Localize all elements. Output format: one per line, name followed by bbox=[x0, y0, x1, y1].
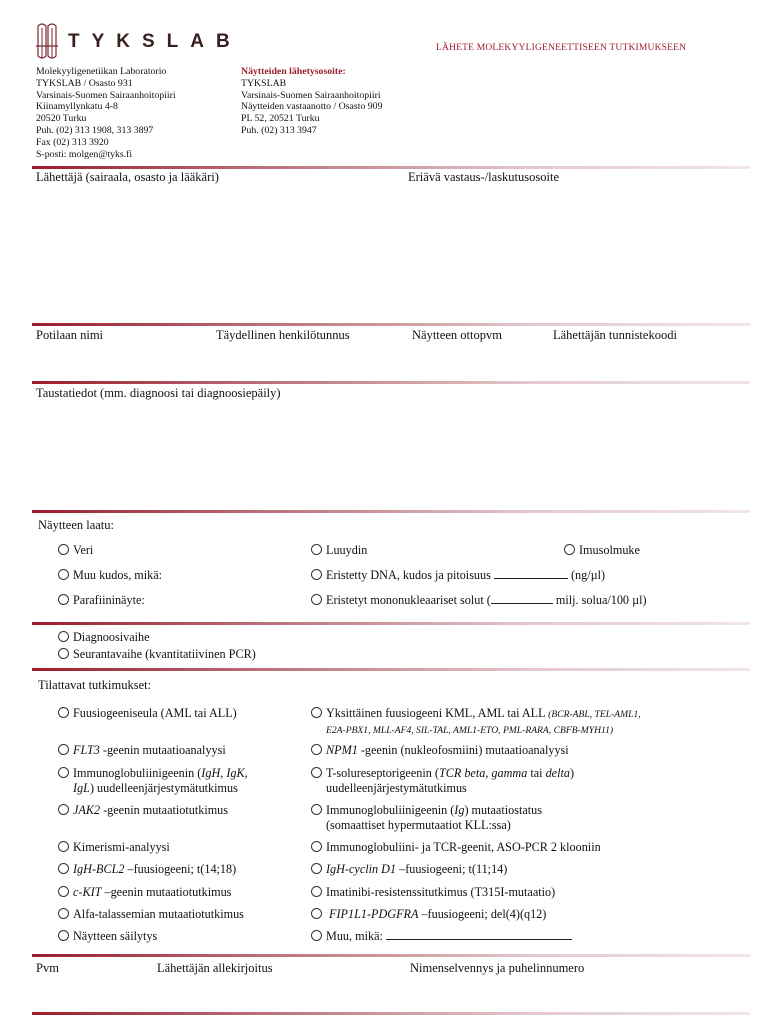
option-label: Eristetyt mononukleaariset solut ( bbox=[326, 593, 491, 607]
test-igh-cyclin-d1[interactable] bbox=[311, 862, 507, 877]
patient-fields[interactable] bbox=[34, 346, 750, 380]
logo-mark-icon bbox=[34, 22, 60, 62]
lab-address-line: 20520 Turku bbox=[36, 113, 87, 125]
test-single-fusion[interactable] bbox=[311, 706, 641, 738]
option-label: -geenin (nukleofosmiini) mutaatioanalyysi bbox=[357, 743, 569, 757]
option-label-block bbox=[73, 885, 231, 900]
option-label: Muu, mikä: bbox=[326, 929, 383, 943]
radio-icon[interactable] bbox=[311, 804, 322, 815]
gene-name: FIP1L1-PDGFRA bbox=[329, 907, 419, 921]
option-label: –geenin mutaatiotutkimus bbox=[101, 885, 232, 899]
dna-concentration-field[interactable] bbox=[494, 568, 568, 579]
radio-icon[interactable] bbox=[311, 744, 322, 755]
sample-address-line: Puh. (02) 313 3947 bbox=[241, 124, 317, 136]
radio-icon[interactable] bbox=[58, 908, 69, 919]
option-note: E2A-PBX1, MLL-AF4, SIL-TAL, AML1-ETO, PML-RARA, CBFB-MYH11) bbox=[326, 725, 614, 736]
option-label: Eristetty DNA, kudos ja pitoisuus bbox=[326, 568, 491, 582]
divider bbox=[32, 510, 750, 513]
divider bbox=[32, 622, 750, 625]
option-label: -geenin mutaatioanalyysi bbox=[99, 743, 226, 757]
radio-icon[interactable] bbox=[58, 648, 69, 659]
test-other[interactable] bbox=[311, 929, 572, 944]
option-label: Näytteen säilytys bbox=[73, 929, 158, 943]
lab-address-line: Kiinamyllynkatu 4-8 bbox=[36, 101, 118, 113]
option-label: –fuusiogeeni; del(4)(q12) bbox=[418, 907, 547, 921]
option-label: Luuydin bbox=[326, 543, 368, 557]
alt-address-field[interactable] bbox=[406, 188, 750, 322]
lab-address bbox=[36, 66, 176, 160]
lab-address-line: Varsinais-Suomen Sairaanhoitopiiri bbox=[36, 89, 176, 101]
divider bbox=[32, 954, 750, 957]
option-label: Seurantavaihe (kvantitatiivinen PCR) bbox=[73, 647, 256, 661]
radio-icon[interactable] bbox=[58, 930, 69, 941]
radio-icon[interactable] bbox=[58, 631, 69, 642]
test-tcr-rearrangement[interactable] bbox=[311, 766, 574, 796]
tykslab-logo bbox=[34, 22, 60, 62]
sender-field[interactable] bbox=[34, 188, 394, 322]
option-mononuclear[interactable] bbox=[311, 593, 647, 608]
divider bbox=[32, 1012, 750, 1015]
background-field[interactable] bbox=[34, 404, 750, 508]
option-label-block bbox=[326, 803, 542, 833]
sample-address-line: Näytteiden vastaanotto / Osasto 909 bbox=[241, 101, 383, 113]
sender-code-label: Lähettäjän tunnistekoodi bbox=[553, 328, 677, 342]
radio-icon[interactable] bbox=[564, 544, 575, 555]
test-ig-mutation-status[interactable] bbox=[311, 803, 542, 833]
option-label: Imusolmuke bbox=[579, 543, 640, 557]
radio-icon[interactable] bbox=[311, 886, 322, 897]
option-label: uudelleenjärjestymätutkimus bbox=[326, 781, 467, 795]
test-fusion-screen[interactable] bbox=[58, 706, 237, 721]
date-label: Pvm bbox=[36, 961, 59, 975]
option-label-block bbox=[73, 803, 228, 818]
radio-icon[interactable] bbox=[58, 707, 69, 718]
option-label: ) uudelleenjärjestymätutkimus bbox=[89, 781, 238, 795]
radio-icon[interactable] bbox=[311, 707, 322, 718]
radio-icon[interactable] bbox=[311, 569, 322, 580]
option-label: ) bbox=[569, 766, 575, 780]
test-fip1l1-pdgfra[interactable] bbox=[311, 907, 546, 922]
radio-icon[interactable] bbox=[58, 744, 69, 755]
radio-icon[interactable] bbox=[58, 863, 69, 874]
option-label: Parafiininäyte: bbox=[73, 593, 145, 607]
other-test-field[interactable] bbox=[386, 929, 572, 940]
option-label: -geenin mutaatiotutkimus bbox=[100, 803, 229, 817]
divider bbox=[32, 323, 750, 326]
divider bbox=[32, 668, 750, 671]
option-label: T-solureseptorigeenin ( bbox=[326, 766, 439, 780]
option-unit: (ng/µl) bbox=[570, 568, 606, 582]
gene-name: TCR beta, gamma bbox=[438, 766, 528, 780]
option-label: Muu kudos, mikä: bbox=[73, 568, 163, 582]
option-label-block bbox=[73, 862, 236, 877]
option-label: (somaattiset hypermutaatiot KLL:ssa) bbox=[326, 818, 511, 832]
test-sample-storage[interactable] bbox=[58, 929, 157, 944]
sample-address-line: TYKSLAB bbox=[241, 77, 287, 89]
option-label: Imatinibi-resistenssitutkimus (T315I-mutaatio) bbox=[326, 885, 556, 899]
option-label: ) mutaatiostatus bbox=[464, 803, 542, 817]
signature-fields[interactable] bbox=[34, 978, 750, 1010]
radio-icon[interactable] bbox=[311, 908, 322, 919]
option-imusolmuke[interactable] bbox=[564, 543, 640, 558]
option-label-block bbox=[326, 706, 641, 738]
radio-icon[interactable] bbox=[58, 804, 69, 815]
test-alpha-thalassemia[interactable] bbox=[58, 907, 244, 922]
gene-name: IgL bbox=[73, 781, 90, 795]
sample-address-line: PL 52, 20521 Turku bbox=[241, 113, 320, 125]
lab-address-line: TYKSLAB / Osasto 931 bbox=[36, 77, 133, 89]
divider bbox=[32, 381, 750, 384]
option-label: Veri bbox=[73, 543, 94, 557]
option-unit: milj. solua/100 µl) bbox=[555, 593, 647, 607]
option-dna[interactable] bbox=[311, 568, 605, 583]
option-label: –fuusiogeeni; t(14;18) bbox=[124, 862, 237, 876]
option-followup-phase[interactable] bbox=[58, 647, 256, 662]
radio-icon[interactable] bbox=[311, 767, 322, 778]
gene-name: FLT3 bbox=[73, 743, 100, 757]
test-c-kit[interactable] bbox=[58, 885, 231, 900]
radio-icon[interactable] bbox=[311, 544, 322, 555]
option-label-block bbox=[73, 743, 226, 758]
option-luuydin[interactable] bbox=[311, 543, 367, 558]
test-chimerism[interactable] bbox=[58, 840, 170, 855]
test-aso-pcr[interactable] bbox=[311, 840, 601, 855]
radio-icon[interactable] bbox=[311, 863, 322, 874]
divider bbox=[32, 166, 750, 169]
lab-address-line: Puh. (02) 313 1908, 313 3897 bbox=[36, 124, 154, 136]
option-parafiini[interactable] bbox=[58, 593, 145, 608]
option-diagnosis-phase[interactable] bbox=[58, 630, 150, 645]
radio-icon[interactable] bbox=[311, 930, 322, 941]
quality-label: Näytteen laatu: bbox=[38, 518, 115, 532]
gene-name: IgH, IgK, bbox=[201, 766, 248, 780]
radio-icon[interactable] bbox=[58, 544, 69, 555]
alt-address-label: Eriävä vastaus-/laskutusosoite bbox=[408, 170, 560, 184]
radio-icon[interactable] bbox=[58, 886, 69, 897]
lab-address-line: Fax (02) 313 3920 bbox=[36, 136, 109, 148]
option-label: Diagnoosivaihe bbox=[73, 630, 150, 644]
radio-icon[interactable] bbox=[58, 767, 69, 778]
option-label: Yksittäinen fuusiogeeni KML, AML tai ALL bbox=[326, 706, 546, 720]
option-label-block bbox=[326, 907, 546, 922]
option-label: Immunoglobuliinigeenin ( bbox=[326, 803, 455, 817]
patient-name-label: Potilaan nimi bbox=[36, 328, 104, 342]
gene-name: delta bbox=[545, 766, 570, 780]
option-label: –fuusiogeeni; t(11;14) bbox=[396, 862, 508, 876]
option-label-block bbox=[73, 766, 248, 796]
cell-count-field[interactable] bbox=[491, 593, 553, 604]
option-muu-kudos[interactable] bbox=[58, 568, 162, 583]
option-label: Immunoglobuliini- ja TCR-geenit, ASO-PCR 2 klooniin bbox=[326, 840, 601, 854]
lab-address-line: S-posti: molgen@tyks.fi bbox=[36, 148, 133, 160]
gene-name: NPM1 bbox=[326, 743, 358, 757]
radio-icon[interactable] bbox=[58, 594, 69, 605]
option-label-block bbox=[326, 862, 507, 877]
option-label: Kimerismi-analyysi bbox=[73, 840, 170, 854]
gene-name: c-KIT bbox=[73, 885, 102, 899]
radio-icon[interactable] bbox=[311, 841, 322, 852]
test-flt3[interactable] bbox=[58, 743, 226, 758]
document-title: LÄHETE MOLEKYYLIGENEETTISEEN TUTKIMUKSEEN bbox=[436, 43, 687, 53]
test-ig-rearrangement[interactable] bbox=[58, 766, 248, 796]
option-label: Immunoglobuliinigeenin ( bbox=[73, 766, 202, 780]
radio-icon[interactable] bbox=[58, 569, 69, 580]
gene-name: IgH-cyclin D1 bbox=[326, 862, 397, 876]
background-label: Taustatiedot (mm. diagnoosi tai diagnoosiepäily) bbox=[36, 386, 281, 400]
lab-address-line: Molekyyligenetiikan Laboratorio bbox=[36, 66, 167, 77]
option-note: (BCR-ABL, TEL-AML1, bbox=[548, 709, 641, 720]
sample-address bbox=[241, 66, 382, 137]
gene-name: Ig bbox=[454, 803, 465, 817]
option-label-block bbox=[326, 766, 574, 796]
sender-label: Lähettäjä (sairaala, osasto ja lääkäri) bbox=[36, 170, 219, 184]
brand-name: TYKSLAB bbox=[68, 31, 242, 52]
sample-address-line: Varsinais-Suomen Sairaanhoitopiiri bbox=[241, 89, 381, 101]
radio-icon[interactable] bbox=[58, 841, 69, 852]
test-imatinib-resistance[interactable] bbox=[311, 885, 555, 900]
option-label: Alfa-talassemian mutaatiotutkimus bbox=[73, 907, 244, 921]
gene-name: JAK2 bbox=[73, 803, 101, 817]
option-label-block bbox=[326, 743, 569, 758]
patient-ssn-label: Täydellinen henkilötunnus bbox=[216, 328, 350, 342]
option-label: tai bbox=[527, 766, 546, 780]
sample-address-title: Näytteiden lähetysosoite: bbox=[241, 66, 346, 77]
radio-icon[interactable] bbox=[311, 594, 322, 605]
test-igh-bcl2[interactable] bbox=[58, 862, 236, 877]
tests-label: Tilattavat tutkimukset: bbox=[38, 678, 152, 692]
test-npm1[interactable] bbox=[311, 743, 569, 758]
test-jak2[interactable] bbox=[58, 803, 228, 818]
signature-label: Lähettäjän allekirjoitus bbox=[157, 961, 273, 975]
name-phone-label: Nimenselvennys ja puhelinnumero bbox=[410, 961, 585, 975]
gene-name: IgH-BCL2 bbox=[73, 862, 125, 876]
sample-date-label: Näytteen ottopvm bbox=[412, 328, 502, 342]
option-veri[interactable] bbox=[58, 543, 93, 558]
option-label: Fuusiogeeniseula (AML tai ALL) bbox=[73, 706, 237, 720]
